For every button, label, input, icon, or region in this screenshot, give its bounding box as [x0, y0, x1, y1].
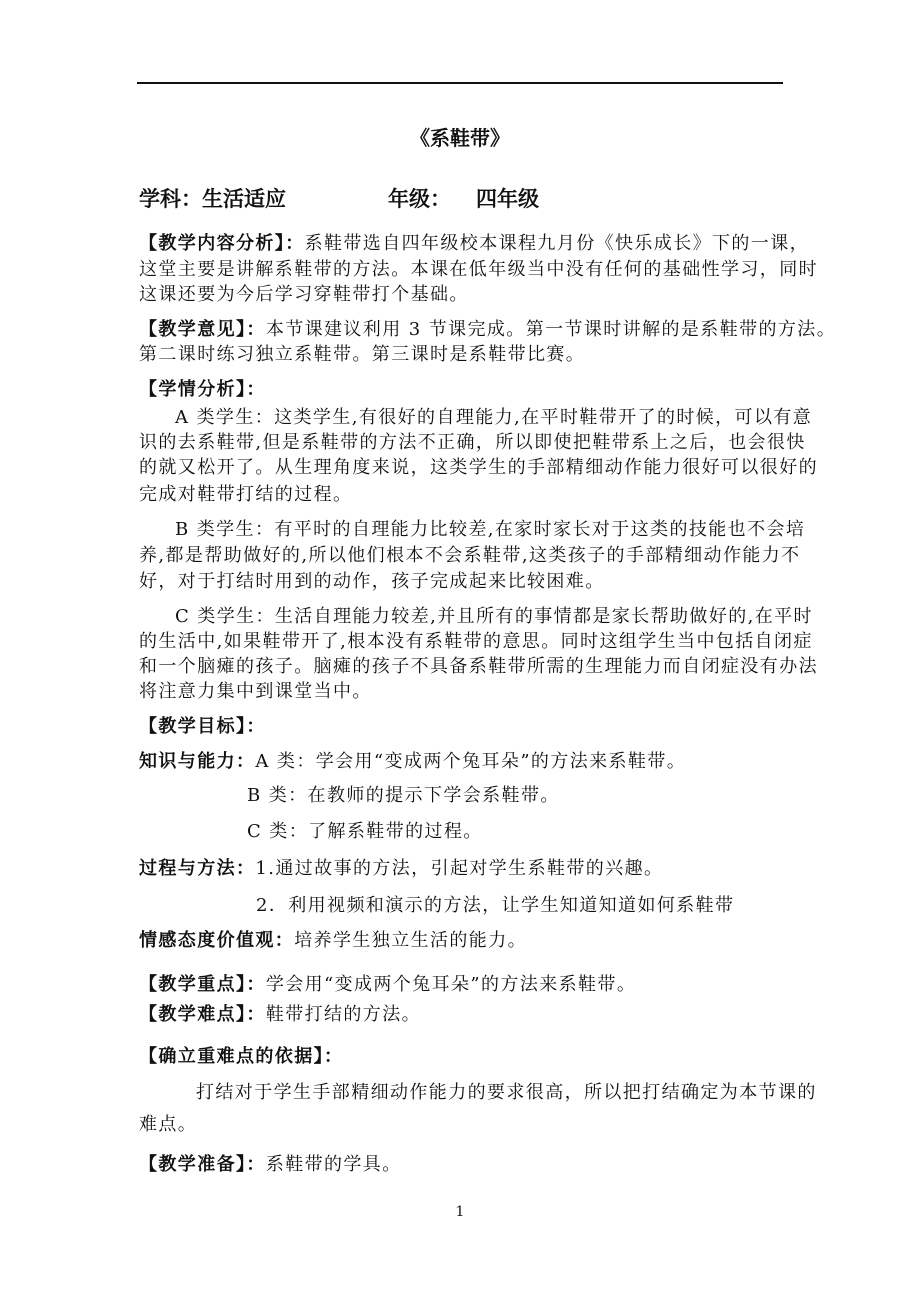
text: 1.通过故事的方法，引起对学生系鞋带的兴趣。	[255, 858, 664, 879]
knowledge-goal-a	[139, 751, 686, 773]
type-b-line: B 类学生：有平时的自理能力比较差,在家时家长对于这类的技能也不会培	[175, 519, 806, 540]
goals-heading: 【教学目标】：	[139, 716, 266, 737]
subject-label: 学科：生活适应	[139, 186, 286, 211]
basis-heading: 【确立重难点的依据】：	[139, 1046, 344, 1067]
emotion-label: 情感态度价值观：	[139, 930, 295, 951]
text: 系鞋带的学具。	[265, 1154, 402, 1175]
type-c-line: 和一个脑瘫的孩子。脑瘫的孩子不具备系鞋带所需的生理能力而自闭症没有办法	[139, 656, 818, 677]
content-analysis-line: 这堂主要是讲解系鞋带的方法。本课在低年级当中没有任何的基础性学习，同时	[139, 259, 818, 280]
grade-value: 四年级	[476, 186, 539, 211]
content-analysis-heading: 【教学内容分析】：	[139, 233, 305, 254]
key-point-heading: 【教学重点】：	[139, 974, 266, 995]
basis-line: 打结对于学生手部精细动作能力的要求很高，所以把打结确定为本节课的	[196, 1082, 817, 1103]
difficulty	[139, 1004, 421, 1026]
text: 学会用“变成两个兔耳朵”的方法来系鞋带。	[265, 974, 637, 995]
teaching-opinion-line: 第二课时练习独立系鞋带。第三课时是系鞋带比赛。	[139, 344, 586, 365]
difficulty-heading: 【教学难点】：	[139, 1004, 266, 1025]
type-b-line: 养,都是帮助做好的,所以他们根本不会系鞋带,这类孩子的手部精细动作能力不	[139, 545, 801, 566]
type-c-line: C 类学生：生活自理能力较差,并且所有的事情都是家长帮助做好的,在平时	[175, 606, 813, 627]
content-analysis-line: 这课还要为今后学习穿鞋带打个基础。	[139, 284, 469, 305]
knowledge-goal-c: C 类：了解系鞋带的过程。	[247, 821, 483, 842]
process-goal-1	[139, 858, 663, 880]
teaching-opinion-line	[139, 319, 836, 341]
preparation	[139, 1154, 402, 1176]
type-c-line: 的生活中,如果鞋带开了,根本没有系鞋带的意思。同时这组学生当中包括自闭症	[139, 631, 813, 652]
text: 培养学生独立生活的能力。	[294, 930, 528, 951]
type-c-line: 将注意力集中到课堂当中。	[139, 681, 372, 702]
type-a-line: 完成对鞋带打结的过程。	[139, 484, 353, 505]
document-title: 《系鞋带》	[410, 126, 510, 150]
key-point	[139, 974, 636, 996]
knowledge-label: 知识与能力：	[139, 751, 256, 772]
type-a-line: 识的去系鞋带,但是系鞋带的方法不正确，所以即使把鞋带系上之后，也会很快	[139, 432, 806, 453]
type-a-line: 的就又松开了。从生理角度来说，这类学生的手部精细动作能力很好可以很好的	[139, 457, 818, 478]
header-rule	[137, 82, 783, 84]
grade-label: 年级：	[388, 186, 451, 211]
process-label: 过程与方法：	[139, 858, 256, 879]
text: 鞋带打结的方法。	[265, 1004, 422, 1025]
process-goal-2: 2．利用视频和演示的方法，让学生知道知道如何系鞋带	[256, 895, 735, 916]
page-number: 1	[455, 1204, 465, 1220]
preparation-heading: 【教学准备】：	[139, 1154, 266, 1175]
content-analysis-line	[139, 233, 809, 255]
knowledge-goal-b: B 类：在教师的提示下学会系鞋带。	[247, 785, 560, 806]
text: A 类：学会用“变成两个兔耳朵”的方法来系鞋带。	[255, 751, 687, 772]
basis-line: 难点。	[139, 1114, 198, 1135]
emotion-goal	[139, 930, 527, 952]
text: 本节课建议利用 3 节课完成。第一节课时讲解的是系鞋带的方法。	[265, 319, 837, 340]
teaching-opinion-heading: 【教学意见】：	[139, 319, 266, 340]
type-a-line: A 类学生：这类学生,有很好的自理能力,在平时鞋带开了的时候，可以有意	[175, 407, 813, 428]
student-analysis-heading: 【学情分析】：	[139, 379, 266, 400]
text: 系鞋带选自四年级校本课程九月份《快乐成长》下的一课，	[304, 233, 810, 254]
type-b-line: 好，对于打结时用到的动作，孩子完成起来比较困难。	[139, 571, 605, 592]
